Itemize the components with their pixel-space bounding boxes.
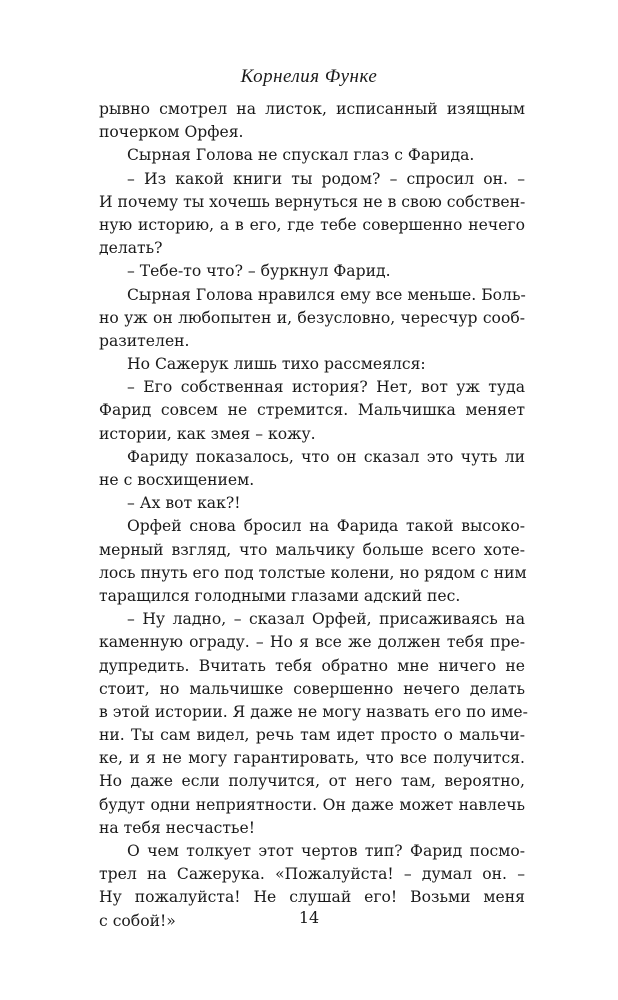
text-line: трел на Сажерука. «Пожалуйста! – думал он. –: [99, 865, 525, 884]
text-line: Ну пожалуйста! Не слушай его! Возьми меня: [99, 888, 525, 907]
text-line: Фарид совсем не стремится. Мальчишка меняет: [99, 401, 525, 420]
text-line: но уж он любопытен и, безусловно, чересчур сооб-: [99, 308, 525, 327]
running-title: Корнелия Функе: [240, 66, 378, 87]
text-line: истории, как змея – кожу.: [99, 424, 316, 443]
page-number: 14: [298, 908, 320, 927]
text-line: делать?: [99, 239, 163, 258]
body-text: [99, 98, 528, 933]
text-line: не с восхищением.: [99, 471, 255, 489]
text-line: на тебя несчастье!: [99, 818, 255, 837]
text-line: Орфей снова бросил на Фарида такой высоко-: [127, 517, 525, 536]
text-line: ке, и я не могу гарантировать, что все получится.: [99, 749, 525, 768]
text-line: таращился голодными глазами адский пес.: [99, 586, 461, 605]
text-line: Но Сажерук лишь тихо рассмеялся:: [127, 355, 426, 374]
text-line: дупредить. Вчитать тебя обратно мне ничего не: [99, 656, 525, 675]
text-line: Но даже если получится, от него там, вероятно,: [99, 772, 525, 791]
text-line: стоит, но мальчишке совершенно нечего делать: [99, 679, 525, 698]
text-line: ную историю, а в его, где тебе совершенно нечего: [99, 215, 525, 234]
text-line: лось пнуть его под толстые колени, но рядом с ним: [99, 563, 527, 582]
text-line: разителен.: [99, 331, 190, 350]
text-line: каменную ограду. – Но я все же должен тебя пре-: [99, 633, 525, 652]
text-line: Фариду показалось, что он сказал это чуть ли: [127, 447, 525, 466]
text-line: будут одни неприятности. Он даже может навлечь: [99, 795, 525, 814]
text-line: Сырная Голова нравился ему все меньше. Боль-: [127, 285, 526, 304]
text-line: ни. Ты сам видел, речь там идет просто о мальчи-: [99, 726, 525, 745]
text-line: с собой!»: [99, 911, 176, 930]
text-line: О чем толкует этот чертов тип? Фарид посмо-: [127, 842, 525, 860]
text-line: – Ну ладно, – сказал Орфей, присаживаясь на: [127, 610, 525, 629]
text-line: – Ах вот как?!: [127, 494, 241, 513]
text-line: – Из какой книги ты родом? – спросил он. –: [127, 169, 525, 188]
text-line: в этой истории. Я даже не могу назвать его по име-: [99, 702, 528, 721]
text-line: – Тебе-то что? – буркнул Фарид.: [127, 262, 391, 281]
text-line: мерный взгляд, что мальчику больше всего хоте-: [99, 540, 525, 559]
text-line: рывно смотрел на листок, исписанный изящным: [99, 100, 525, 118]
text-line: почерком Орфея.: [99, 123, 244, 142]
text-line: И почему ты хочешь вернуться не в свою собствен-: [99, 192, 526, 211]
text-line: Сырная Голова не спускал глаз с Фарида.: [127, 146, 475, 165]
text-line: – Его собственная история? Нет, вот уж туда: [127, 378, 525, 397]
